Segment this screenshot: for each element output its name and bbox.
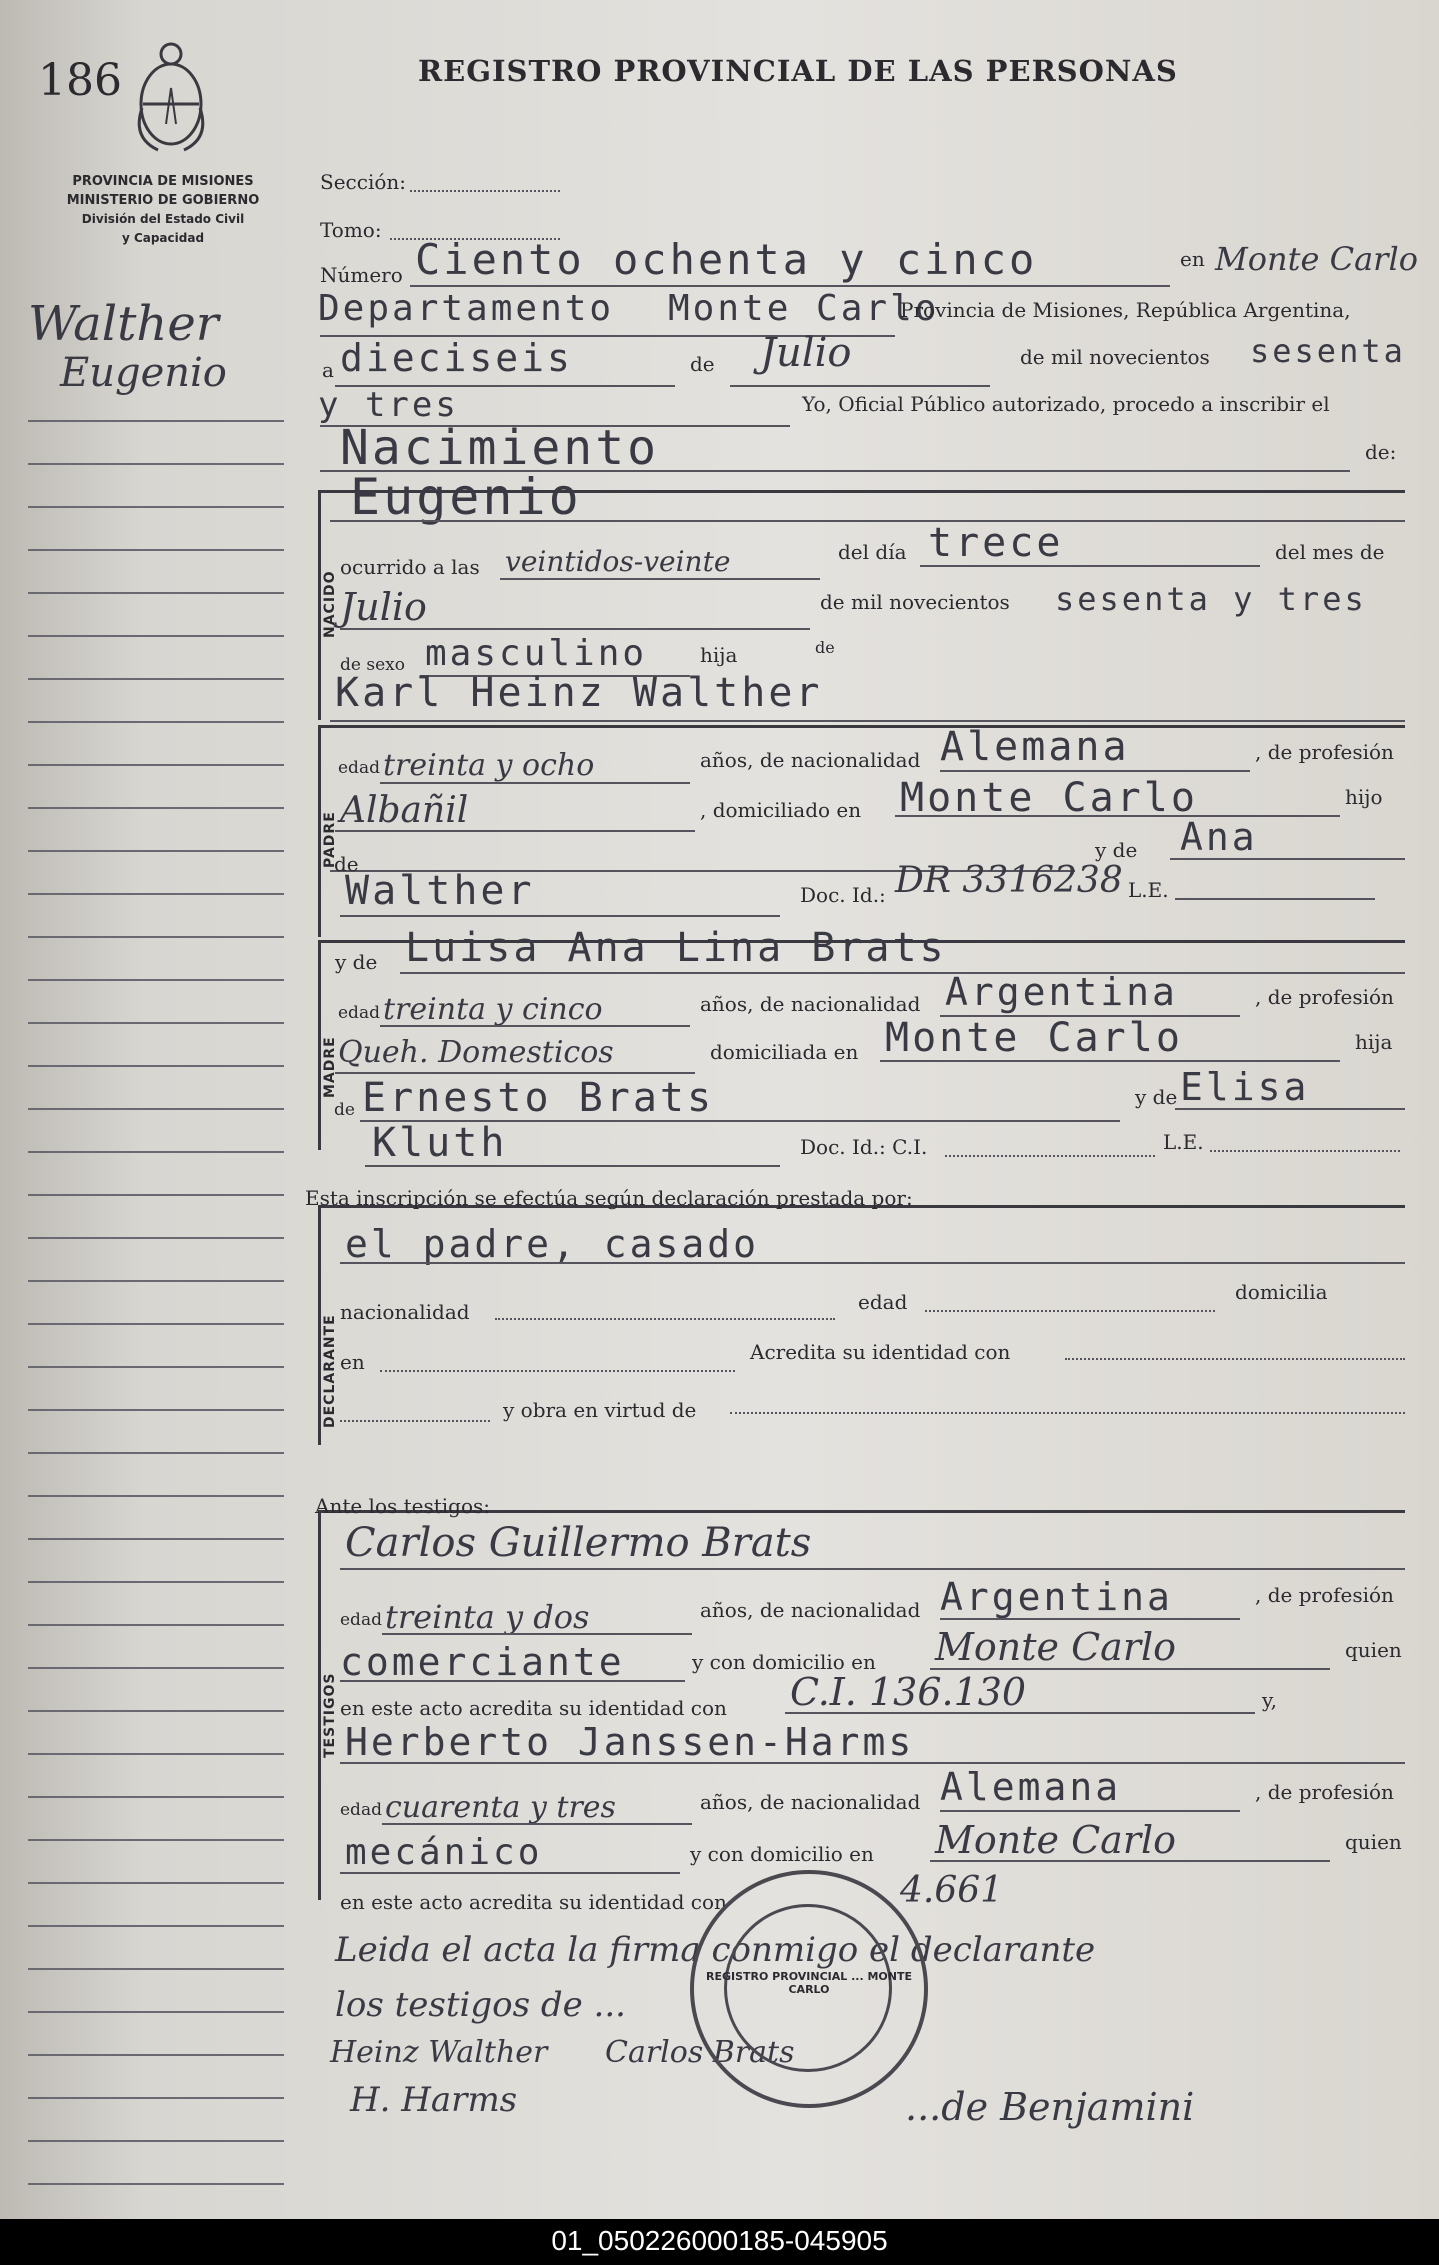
padre-edad-label: edad	[338, 758, 380, 778]
madre-edad-label: edad	[338, 1003, 380, 1023]
field-line	[940, 1618, 1240, 1620]
margin-rule-line	[28, 1796, 284, 1798]
margin-rule-line	[28, 936, 284, 938]
bracket-declarante	[318, 1205, 321, 1445]
section-divider	[320, 725, 1405, 728]
padre-prof-label: , de profesión	[1255, 740, 1394, 764]
sexo-label: de sexo	[340, 655, 405, 675]
padre-le-label: L.E.	[1128, 878, 1169, 902]
document-title: REGISTRO PROVINCIAL DE LAS PERSONAS	[418, 54, 1178, 88]
bracket-testigos	[318, 1510, 321, 1900]
margin-rule-line	[28, 420, 284, 422]
departamento-label: Departamento	[318, 288, 615, 329]
seccion-label: Sección:	[320, 170, 406, 194]
edad-label: edad	[858, 1290, 908, 1314]
padre-doc-value: DR 3316238	[895, 860, 1123, 901]
margin-rule-line	[28, 1667, 284, 1669]
field-line	[340, 1568, 1405, 1570]
margin-rule-line	[28, 979, 284, 981]
t1-quien-label: quien	[1345, 1638, 1402, 1662]
field-line	[940, 770, 1250, 772]
t1-dom-label: y con domicilio en	[692, 1650, 876, 1674]
t2-dom-value: Monte Carlo	[935, 1818, 1177, 1862]
label-nacido: NACIDO	[322, 570, 338, 638]
t1-doc-value: C.I. 136.130	[790, 1670, 1027, 1714]
field-line	[330, 720, 1405, 722]
t1-prof-value: comerciante	[340, 1640, 625, 1684]
field-line	[495, 1318, 835, 1320]
margin-rule-line	[28, 635, 284, 637]
hija-label-2: hija	[1355, 1030, 1393, 1054]
abuela-m-b-value: Kluth	[372, 1120, 508, 1166]
margin-rule-line	[28, 1581, 284, 1583]
margin-rule-line	[28, 1882, 284, 1884]
label-padre: PADRE	[322, 811, 338, 868]
en-label: en	[1180, 247, 1205, 271]
margin-rule-line	[28, 592, 284, 594]
anio-a-value: sesenta	[1250, 332, 1406, 370]
margin-rule-line	[28, 2140, 284, 2142]
t2-quien-label: quien	[1345, 1830, 1402, 1854]
margin-rule-line	[28, 1409, 284, 1411]
office-line: PROVINCIA DE MISIONES	[72, 174, 254, 189]
abuela-p-a-value: Ana	[1180, 815, 1258, 859]
cierre-linea-2: los testigos de ...	[335, 1985, 626, 2025]
anio-nac-value: sesenta y tres	[1055, 580, 1367, 618]
t1-acto-label: en este acto acredita su identidad con	[340, 1696, 727, 1720]
seal-text: REGISTRO PROVINCIAL ... MONTE CARLO	[706, 1970, 912, 1996]
t1-nac-value: Argentina	[940, 1575, 1173, 1619]
madre-le-label: L.E.	[1163, 1130, 1204, 1154]
margin-rule-line	[28, 850, 284, 852]
field-line	[925, 1310, 1215, 1312]
field-line	[880, 1060, 1340, 1062]
mes-nac-value: Julio	[340, 585, 427, 629]
hija-label: hija	[700, 643, 738, 667]
margin-rule-line	[28, 506, 284, 508]
margin-rule-line	[28, 1495, 284, 1497]
cierre-linea-1: Leida el acta la firma conmigo el declarante	[335, 1930, 1096, 1970]
acredita-label: Acredita su identidad con	[750, 1340, 1011, 1364]
margin-rule-line	[28, 807, 284, 809]
ocurrido-label: ocurrido a las	[340, 555, 480, 579]
field-line	[340, 1262, 1405, 1264]
madre-y-de-label: y de	[335, 950, 378, 974]
firma-declarante: Heinz Walther	[330, 2035, 548, 2070]
de-mil-nov-label: de mil novecientos	[820, 590, 1010, 614]
dia-value: dieciseis	[340, 336, 573, 380]
de-label-4: de	[334, 1100, 355, 1120]
margin-rule-line	[28, 2011, 284, 2013]
ante-testigos-label: Ante los testigos:	[315, 1494, 491, 1518]
en-label-2: en	[340, 1350, 365, 1374]
coat-of-arms-icon	[128, 38, 214, 156]
bracket-nacido	[318, 490, 321, 720]
margin-rule-line	[28, 463, 284, 465]
office-line: División del Estado Civil	[81, 212, 245, 226]
esta-inscripcion-label: Esta inscripción se efectúa según declaración prestada por:	[305, 1186, 913, 1210]
field-line	[930, 1860, 1330, 1862]
field-line	[380, 1370, 735, 1372]
margin-rule-line	[28, 1194, 284, 1196]
t2-anos-label: años, de nacionalidad	[700, 1790, 921, 1814]
field-line	[382, 1823, 692, 1825]
t2-edad-value: cuarenta y tres	[385, 1790, 616, 1825]
numero-label: Número	[320, 263, 403, 287]
mes-value: Julio	[760, 330, 852, 376]
field-line	[335, 830, 695, 832]
madre-nombre-value: Luisa Ana Lina Brats	[405, 925, 947, 971]
issuing-office	[34, 172, 292, 248]
madre-edad-value: treinta y cinco	[383, 992, 603, 1027]
madre-nac-value: Argentina	[945, 970, 1178, 1014]
field-line	[330, 520, 1405, 522]
margin-rule-line	[28, 2054, 284, 2056]
testigo2-value: Herberto Janssen-Harms	[345, 1720, 915, 1764]
t2-doc-value: 4.661	[900, 1870, 1004, 1911]
margin-rule-line	[28, 893, 284, 895]
t2-prof-label: , de profesión	[1255, 1780, 1394, 1804]
madre-dom-value: Monte Carlo	[885, 1015, 1183, 1061]
firma-testigo-2: H. Harms	[350, 2080, 518, 2120]
de-colon-label: de:	[1365, 440, 1397, 464]
label-testigos: TESTIGOS	[322, 1672, 338, 1758]
padre-anos-label: años, de nacionalidad	[700, 748, 921, 772]
margin-rule-line	[28, 1925, 284, 1927]
lugar-value: Monte Carlo	[1215, 240, 1418, 278]
margin-rule-line	[28, 1452, 284, 1454]
field-line	[920, 565, 1260, 567]
t2-dom-label: y con domicilio en	[690, 1842, 874, 1866]
office-line: y Capacidad	[121, 231, 205, 245]
domicilia-label: domicilia	[1235, 1280, 1328, 1304]
margin-rule-line	[28, 1538, 284, 1540]
field-line	[380, 782, 690, 784]
label-madre: MADRE	[322, 1036, 338, 1098]
field-line	[730, 385, 990, 387]
t2-nac-value: Alemana	[940, 1765, 1122, 1809]
provincia-label: Provincia de Misiones, República Argentina,	[900, 298, 1351, 322]
field-line	[400, 972, 1405, 974]
field-line	[1175, 898, 1375, 900]
t1-anos-label: años, de nacionalidad	[700, 1598, 921, 1622]
margin-rule-line	[28, 2183, 284, 2185]
margin-rule-line	[28, 764, 284, 766]
field-line	[730, 1412, 1405, 1414]
t1-edad-label: edad	[340, 1610, 382, 1630]
bracket-padre	[318, 725, 321, 937]
field-line	[340, 1872, 680, 1874]
field-line	[382, 1633, 692, 1635]
t2-acto-label: en este acto acredita su identidad con	[340, 1890, 727, 1914]
margin-rule-line	[28, 1323, 284, 1325]
del-mes-label: del mes de	[1275, 540, 1385, 564]
t1-dom-value: Monte Carlo	[935, 1625, 1177, 1669]
field-line	[335, 1072, 695, 1074]
t2-prof-value: mecánico	[345, 1832, 543, 1873]
tomo-label: Tomo:	[320, 218, 382, 242]
t1-prof-label: , de profesión	[1255, 1583, 1394, 1607]
hora-value: veintidos-veinte	[505, 545, 731, 578]
bracket-madre	[318, 940, 321, 1150]
dia-nac-value: trece	[928, 520, 1064, 566]
margin-rule-line	[28, 678, 284, 680]
nombre-value: Eugenio	[350, 468, 582, 526]
madre-prof-value: Queh. Domesticos	[338, 1035, 614, 1070]
field-line	[1175, 1108, 1405, 1110]
anio-b-value: y tres	[318, 385, 459, 425]
margin-rule-line	[28, 721, 284, 723]
madre-anos-label: años, de nacionalidad	[700, 992, 921, 1016]
margin-rule-line	[28, 1108, 284, 1110]
margin-rule-line	[28, 1710, 284, 1712]
margin-rule-line	[28, 1624, 284, 1626]
field-line	[340, 1762, 1405, 1764]
t1-y-label: y,	[1262, 1688, 1277, 1712]
field-line	[895, 815, 1340, 817]
field-line	[500, 578, 820, 580]
de-mil-label: de mil novecientos	[1020, 345, 1210, 369]
margin-rule-line	[28, 1022, 284, 1024]
margin-rule-line	[28, 1065, 284, 1067]
field-line	[340, 1420, 490, 1422]
margin-rule-line	[28, 1280, 284, 1282]
margin-given-name: Eugenio	[60, 350, 227, 396]
de-label-2: de	[815, 638, 835, 657]
madre-doc-label: Doc. Id.: C.I.	[800, 1135, 928, 1159]
label-declarante: DECLARANTE	[322, 1314, 338, 1428]
official-seal	[690, 1870, 928, 2108]
testigo1-value: Carlos Guillermo Brats	[345, 1520, 812, 1566]
padre-doc-label: Doc. Id.:	[800, 883, 886, 907]
field-line	[340, 915, 780, 917]
field-line	[340, 628, 810, 630]
de-label: de	[690, 352, 715, 376]
margin-rule-line	[28, 1968, 284, 1970]
t2-edad-label: edad	[340, 1800, 382, 1820]
y-de-label-2: y de	[1135, 1085, 1178, 1109]
acto-value: Nacimiento	[340, 420, 659, 476]
margin-rule-line	[28, 1753, 284, 1755]
footer-bar	[0, 2219, 1439, 2265]
field-line	[380, 1025, 690, 1027]
margin-rule-line	[28, 1237, 284, 1239]
numero-value: Ciento ochenta y cinco	[415, 235, 1038, 284]
padre-nac-value: Alemana	[940, 724, 1130, 770]
field-line	[785, 1712, 1255, 1714]
domiciliado-label: , domiciliado en	[700, 798, 862, 822]
a-label: a	[322, 358, 334, 382]
yo-oficial-label: Yo, Oficial Público autorizado, procedo a inscribir el	[802, 392, 1330, 416]
madre-prof-label: , de profesión	[1255, 985, 1394, 1009]
firma-oficial: ...de Benjamini	[905, 2085, 1195, 2129]
abuela-p-b-value: Walther	[345, 868, 535, 914]
field-line	[340, 1680, 685, 1682]
del-dia-label: del día	[838, 540, 907, 564]
field-line	[945, 1155, 1155, 1157]
abuelo-m-value: Ernesto Brats	[362, 1075, 715, 1121]
field-line	[1065, 1358, 1405, 1360]
margin-rule-line	[28, 1366, 284, 1368]
t1-edad-value: treinta y dos	[385, 1598, 590, 1636]
nacionalidad-label: nacionalidad	[340, 1300, 470, 1324]
declarante-value: el padre, casado	[345, 1222, 760, 1266]
firma-testigo-1: Carlos Brats	[605, 2035, 795, 2070]
document-code: 01_050226000185-045905	[551, 2225, 888, 2256]
de-label-3: de	[334, 852, 359, 876]
margin-rule-line	[28, 1151, 284, 1153]
office-line: MINISTERIO DE GOBIERNO	[66, 193, 260, 208]
abuela-m-a-value: Elisa	[1180, 1065, 1310, 1109]
field-line	[1210, 1150, 1400, 1152]
page-number: 186	[38, 55, 122, 106]
field-line	[365, 1165, 780, 1167]
margin-rule-line	[28, 1839, 284, 1841]
field-line	[940, 1810, 1240, 1812]
domiciliada-label: domiciliada en	[710, 1040, 859, 1064]
padre-nombre-value: Karl Heinz Walther	[335, 670, 823, 716]
margin-surname: Walther	[28, 296, 219, 352]
y-de-label: y de	[1095, 838, 1138, 862]
departamento-value: Monte Carlo	[668, 288, 940, 329]
field-line	[1170, 858, 1405, 860]
sexo-value: masculino	[425, 633, 648, 674]
padre-dom-value: Monte Carlo	[900, 775, 1198, 821]
padre-prof-value: Albañil	[340, 790, 469, 831]
seccion-line	[410, 190, 560, 192]
hijo-label: hijo	[1345, 785, 1383, 809]
margin-rule-line	[28, 549, 284, 551]
field-line	[410, 285, 1170, 287]
y-obra-label: y obra en virtud de	[503, 1398, 697, 1422]
padre-edad-value: treinta y ocho	[383, 748, 595, 783]
margin-rule-line	[28, 2097, 284, 2099]
